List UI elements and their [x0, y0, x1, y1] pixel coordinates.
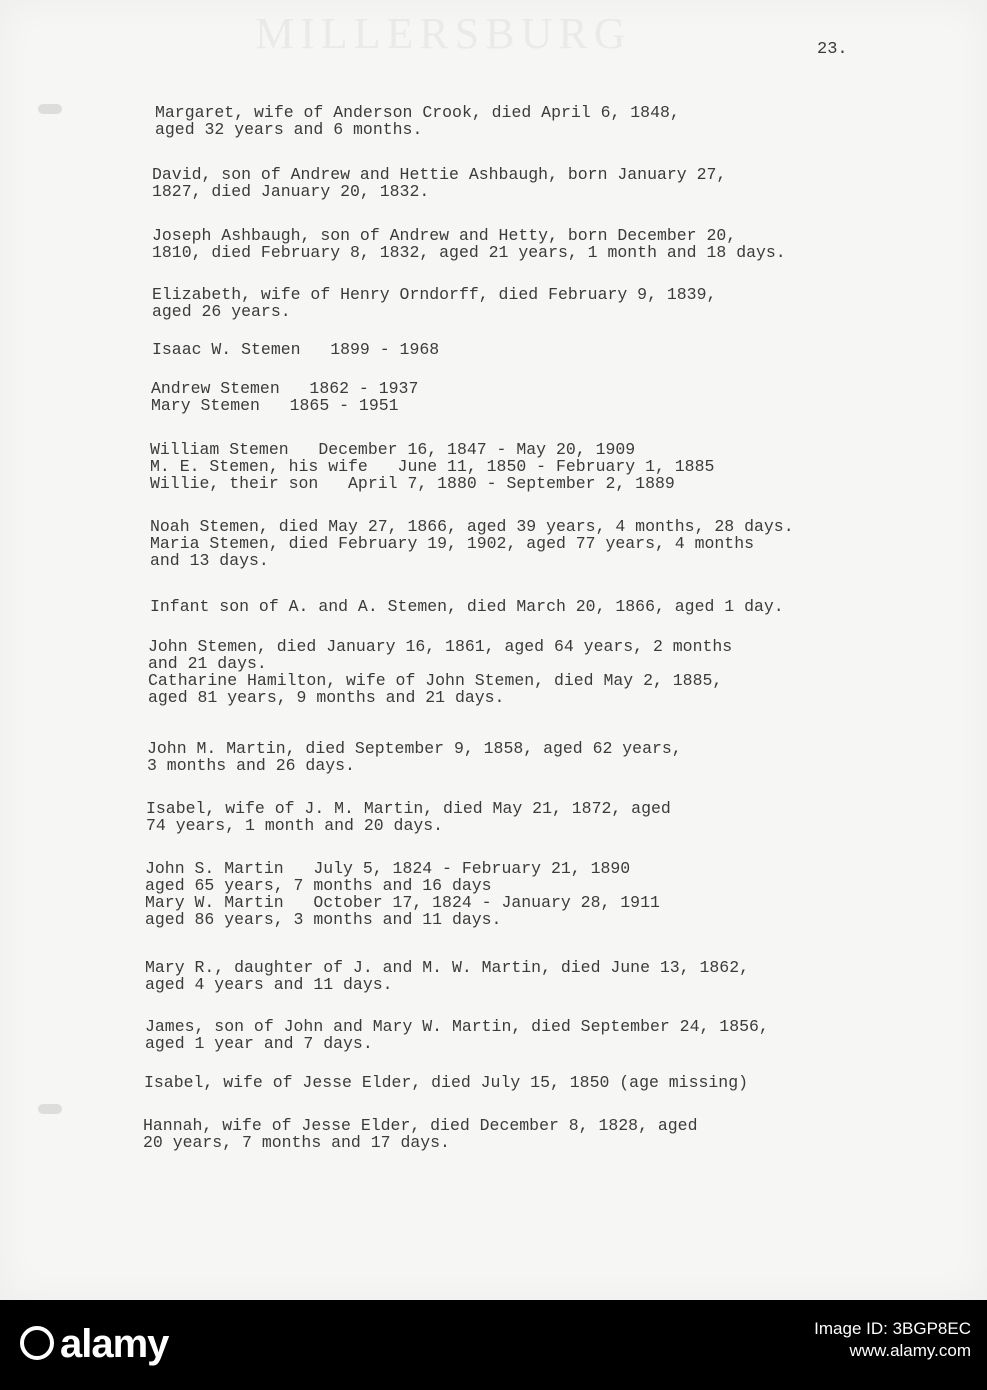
- entry: John S. Martin July 5, 1824 - February 21, 1890 aged 65 years, 7 months and 16 days Mary W. Martin October 17, 1824 - January 28, 1911 aged 86 years, 3 months and 11 days.: [145, 859, 660, 929]
- watermark-bar: [0, 1300, 987, 1390]
- entry: John M. Martin, died September 9, 1858, aged 62 years, 3 months and 26 days.: [147, 739, 682, 775]
- entry: Mary R., daughter of J. and M. W. Martin, died June 13, 1862, aged 4 years and 11 days.: [145, 958, 749, 994]
- alamy-logo-text: alamy: [60, 1322, 169, 1366]
- entry: Andrew Stemen 1862 - 1937 Mary Stemen 1865 - 1951: [151, 379, 419, 415]
- entry: Infant son of A. and A. Stemen, died March 20, 1866, aged 1 day.: [150, 597, 784, 616]
- watermark-info: [814, 1318, 971, 1362]
- punch-hole-mark: [38, 104, 62, 114]
- entry: David, son of Andrew and Hettie Ashbaugh, born January 27, 1827, died January 20, 1832.: [152, 165, 727, 201]
- site-url: www.alamy.com: [849, 1341, 971, 1360]
- entry: Isabel, wife of Jesse Elder, died July 15, 1850 (age missing): [144, 1073, 748, 1092]
- entry: William Stemen December 16, 1847 - May 20, 1909 M. E. Stemen, his wife June 11, 1850 - February 1, 1885 Willie, their son April 7, 1880 - September 2, 1889: [150, 440, 715, 493]
- alamy-logo: [20, 1322, 168, 1367]
- entry: Noah Stemen, died May 27, 1866, aged 39 years, 4 months, 28 days. Maria Stemen, died February 19, 1902, aged 77 years, 4 months and 13 days.: [150, 517, 794, 570]
- entry: Margaret, wife of Anderson Crook, died April 6, 1848, aged 32 years and 6 months.: [155, 103, 680, 139]
- entry: John Stemen, died January 16, 1861, aged 64 years, 2 months and 21 days. Catharine Hamilton, wife of John Stemen, died May 2, 1885, aged 81 years, 9 months and 21 days.: [148, 637, 733, 707]
- entry: James, son of John and Mary W. Martin, died September 24, 1856, aged 1 year and 7 days.: [145, 1017, 769, 1053]
- alamy-logo-icon: [20, 1326, 54, 1360]
- entry: Isaac W. Stemen 1899 - 1968: [152, 340, 440, 359]
- entry: Joseph Ashbaugh, son of Andrew and Hetty, born December 20, 1810, died February 8, 1832, aged 21 years, 1 month and 18 days.: [152, 226, 786, 262]
- faded-heading: MILLERSBURG: [255, 9, 632, 58]
- punch-hole-mark: [38, 1104, 62, 1114]
- entry: Isabel, wife of J. M. Martin, died May 21, 1872, aged 74 years, 1 month and 20 days.: [146, 799, 671, 835]
- image-id: Image ID: 3BGP8EC: [814, 1319, 971, 1338]
- page-number: 23.: [817, 40, 848, 59]
- entry: Elizabeth, wife of Henry Orndorff, died February 9, 1839, aged 26 years.: [152, 285, 717, 321]
- entry: Hannah, wife of Jesse Elder, died December 8, 1828, aged 20 years, 7 months and 17 days.: [143, 1116, 698, 1152]
